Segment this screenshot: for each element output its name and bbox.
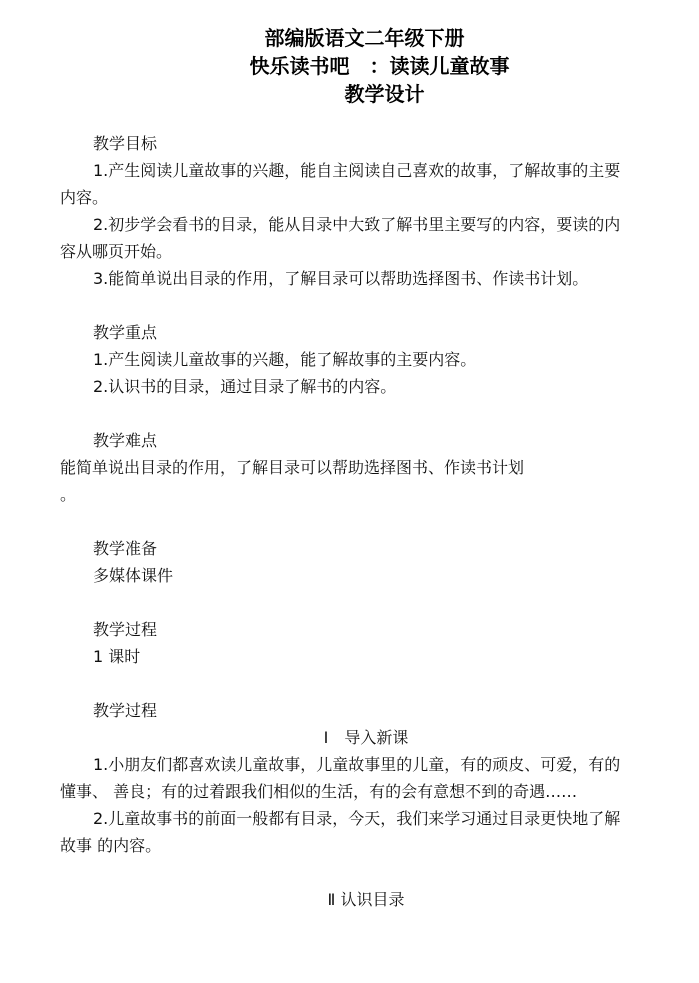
section-1-item-1: 1.小朋友们都喜欢读儿童故事，儿童故事里的儿童，有的顽皮、可爱，有的懂事、 善良；有的过着跟我们相似的生活，有的会有意想不到的奇遇…… (60, 755, 621, 801)
preparation-text: 多媒体课件 (93, 566, 174, 585)
process-heading: 教学过程 (93, 701, 158, 720)
spacer (60, 859, 632, 886)
spacer (60, 508, 632, 535)
goals-heading: 教学目标 (93, 134, 158, 153)
document-body (60, 130, 632, 913)
section-2-title: Ⅱ 认识目录 (327, 890, 405, 909)
title-line-2: 快乐读书吧 ：读读儿童故事 (249, 54, 510, 78)
title-line-1: 部编版语文二年级下册 (264, 26, 465, 50)
spacer (60, 292, 632, 319)
process-time-heading: 教学过程 (93, 620, 158, 639)
goal-item-3: 3.能简单说出目录的作用，了解目录可以帮助选择图书、作读书计划。 (93, 269, 589, 288)
goal-item-2: 2.初步学会看书的目录，能从目录中大致了解书里主要写的内容，要读的内容从哪页开始。 (60, 215, 621, 261)
difficulties-text: 能简单说出目录的作用，了解目录可以帮助选择图书、作读书计划 (60, 458, 525, 477)
spacer (60, 670, 632, 697)
key-points-heading: 教学重点 (93, 323, 158, 342)
difficulties-text-end: 。 (60, 485, 77, 504)
goal-item-1: 1.产生阅读儿童故事的兴趣，能自主阅读自己喜欢的故事，了解故事的主要内容。 (60, 161, 621, 207)
document-title (0, 24, 699, 108)
key-point-item-2: 2.认识书的目录，通过目录了解书的内容。 (93, 377, 397, 396)
section-1-title: Ⅰ 导入新课 (323, 728, 409, 747)
section-1-item-2: 2.儿童故事书的前面一般都有目录，今天，我们来学习通过目录更快地了解故事 的内容。 (60, 809, 621, 855)
process-time-text: 1 课时 (93, 647, 141, 666)
key-point-item-1: 1.产生阅读儿童故事的兴趣，能了解故事的主要内容。 (93, 350, 477, 369)
title-line-3: 教学设计 (344, 82, 425, 106)
spacer (60, 589, 632, 616)
preparation-heading: 教学准备 (93, 539, 158, 558)
difficulties-heading: 教学难点 (93, 431, 158, 450)
spacer (60, 400, 632, 427)
